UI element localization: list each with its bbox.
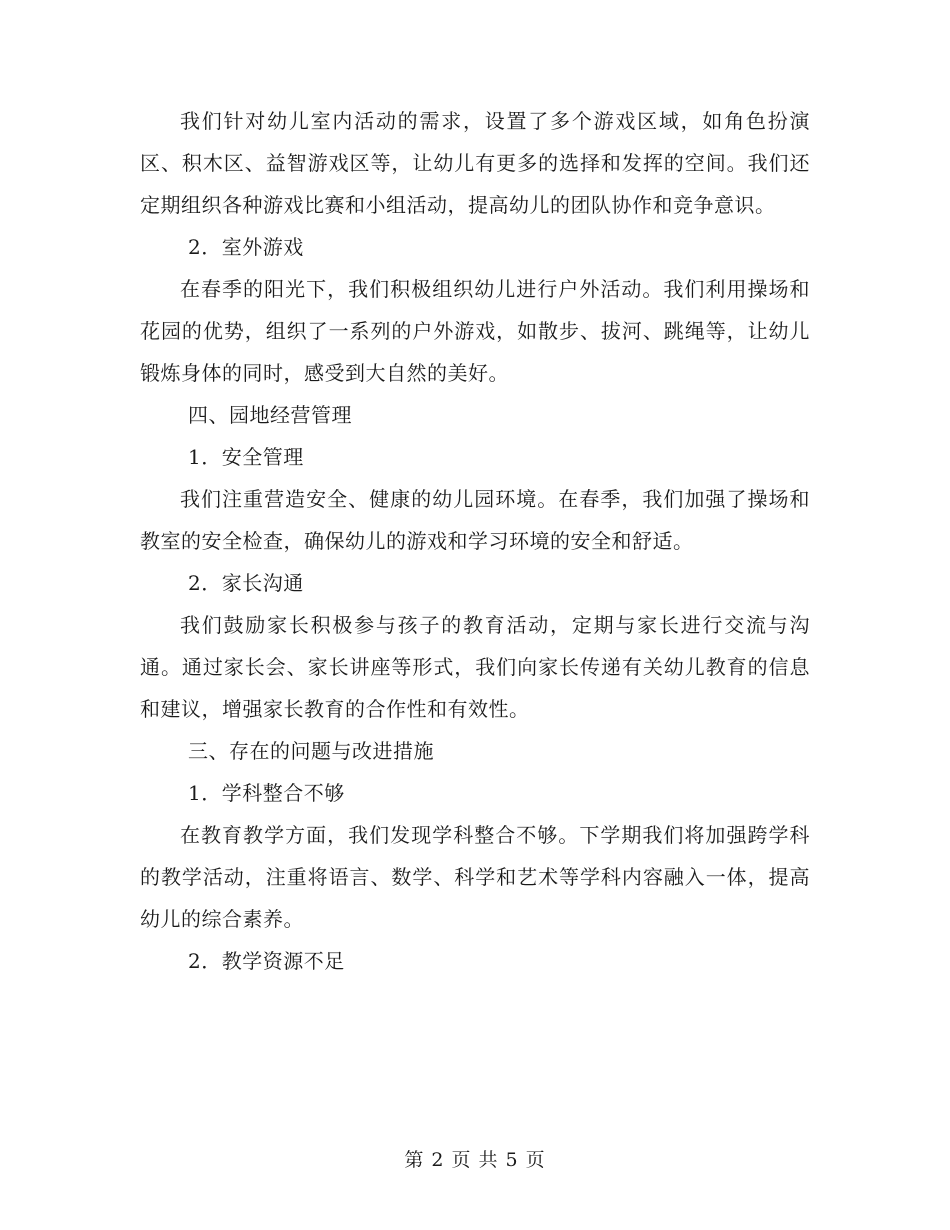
- paragraph-outdoor-games: 在春季的阳光下，我们积极组织幼儿进行户外活动。我们利用操场和花园的优势，组织了一系列的户外游戏，如散步、拔河、跳绳等，让幼儿锻炼身体的同时，感受到大自然的美好。: [140, 277, 810, 385]
- page-number-footer: 第 2 页 共 5 页: [404, 1149, 546, 1171]
- paragraph-parent-communication: 我们鼓励家长积极参与孩子的教育活动，定期与家长进行交流与沟通。通过家长会、家长讲座等形式，我们向家长传递有关幼儿教育的信息和建议，增强家长教育的合作性和有效性。: [140, 613, 810, 721]
- paragraph-subject-integration: 在教育教学方面，我们发现学科整合不够。下学期我们将加强跨学科的教学活动，注重将语言、数学、科学和艺术等学科内容融入一体，提高幼儿的综合素养。: [140, 823, 810, 931]
- heading-teaching-resources: 2．教学资源不足: [188, 949, 345, 973]
- heading-outdoor-games: 2．室外游戏: [188, 235, 304, 259]
- heading-subject-integration: 1．学科整合不够: [188, 781, 345, 805]
- heading-parent-communication: 2．家长沟通: [188, 571, 304, 595]
- document-body: [140, 100, 810, 982]
- paragraph-indoor-games: 我们针对幼儿室内活动的需求，设置了多个游戏区域，如角色扮演区、积木区、益智游戏区等，让幼儿有更多的选择和发挥的空间。我们还定期组织各种游戏比赛和小组活动，提高幼儿的团队协作和竞争意识。: [140, 109, 810, 217]
- section-heading-problems: 三、存在的问题与改进措施: [188, 739, 434, 763]
- section-heading-garden-management: 四、园地经营管理: [188, 403, 352, 427]
- paragraph-safety-management: 我们注重营造安全、健康的幼儿园环境。在春季，我们加强了操场和教室的安全检查，确保幼儿的游戏和学习环境的安全和舒适。: [140, 487, 810, 553]
- heading-safety-management: 1．安全管理: [188, 445, 304, 469]
